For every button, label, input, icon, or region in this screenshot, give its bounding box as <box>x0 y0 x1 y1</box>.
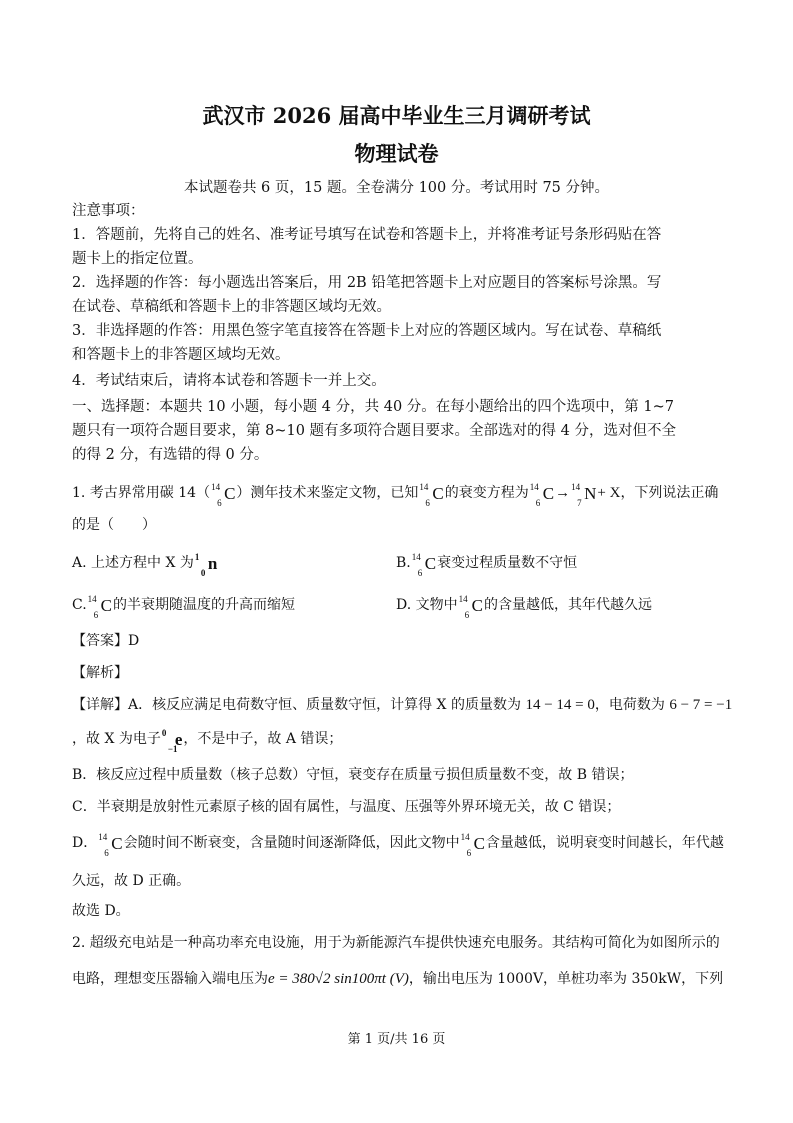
answer-label: 【答案】D <box>72 633 140 649</box>
question-2-line-2: 电路，理想变压器输入端电压为e = 380√2 sin100πt (V)，输出电压为 1000V，单桩功率为 350kW，下列 <box>72 971 724 987</box>
option-b: B. 14 6 C衰变过程质量数不守恒 <box>396 552 578 578</box>
notice-item-1-line-1: 1．答题前，先将自己的姓名、准考证号填写在试卷和答题卡上，并将准考证号条形码贴在答 <box>72 227 662 243</box>
carbon-14-nuclide: 14 6 C <box>460 832 485 858</box>
analysis-label: 【解析】 <box>72 665 128 681</box>
q1-stem-part: 1. 考古界常用碳 14（ <box>72 485 211 501</box>
notice-item-1-line-2: 题卡上的指定位置。 <box>72 251 203 267</box>
exam-info: 本试题卷共 6 页，15 题。全卷满分 100 分。考试用时 75 分钟。 <box>183 180 610 196</box>
charge-number-equation: 6 − 7 = −1 <box>669 697 733 713</box>
section-1-line-3: 的得 2 分，有选错的得 0 分。 <box>72 447 269 463</box>
option-a: A. 上述方程中 X 为 1 0 n <box>72 552 218 578</box>
section-1-line-2: 题只有一项符合题目要求，第 8~10 题有多项符合题目要求。全部选对的得 4 分，选对但不全 <box>72 423 676 439</box>
q1-stem-part: 的衰变方程为 <box>444 485 529 501</box>
subject-title: 物理试卷 <box>354 141 439 166</box>
section-1-line-1: 一、选择题：本题共 10 小题，每小题 4 分，共 40 分。在每小题给出的四个选项中，第 1~7 <box>72 399 674 415</box>
exam-title: 武汉市 2026 届高中毕业生三月调研考试 <box>202 103 591 128</box>
carbon-14-nuclide: 14 6 C <box>458 594 483 620</box>
notice-item-2-line-2: 在试卷、草稿纸和答题卡上的非答题区域均无效。 <box>72 299 391 315</box>
arrow-symbol: → <box>555 485 571 501</box>
carbon-14-nuclide: 14 6 C <box>98 832 123 858</box>
question-1-stem <box>72 482 719 508</box>
q1-stem-part: ）测年技术来鉴定文物，已知 <box>236 485 419 501</box>
detail-d-line-1: D． 14 6 C会随时间不断衰变，含量随时间逐渐降低，因此文物中 14 6 C含量越低，说明衰变时间越长，年代越 <box>72 832 724 858</box>
notice-item-4: 4．考试结束后，请将本试卷和答题卡一并上交。 <box>72 373 386 389</box>
detail-a-line-2: ，故 X 为电子 0 −1 e，不是中子，故 A 错误； <box>72 728 343 754</box>
notice-item-2-line-1: 2．选择题的作答：每小题选出答案后，用 2B 铅笔把答题卡上对应题目的答案标号涂黑。写 <box>72 275 662 291</box>
detail-a-line-1: 【详解】A．核反应满足电荷数守恒、质量数守恒，计算得 X 的质量数为 14 − 14 = 0，电荷数为 6 − 7 = −1 <box>72 697 733 713</box>
carbon-14-nuclide: 14 6 C <box>211 482 236 508</box>
nitrogen-14-nuclide: 14 7 N <box>571 482 597 508</box>
notice-item-3-line-1: 3．非选择题的作答：用黑色签字笔直接答在答题卡上对应的答题区域内。写在试卷、草稿纸 <box>72 323 662 339</box>
carbon-14-nuclide: 14 6 C <box>419 482 444 508</box>
question-2-line-1: 2. 超级充电站是一种高功率充电设施，用于为新能源汽车提供快速充电服务。其结构可简化为如图所示的 <box>72 935 720 951</box>
neutron-nuclide: 1 0 n <box>194 552 218 578</box>
voltage-equation: e = 380√2 sin100πt (V) <box>268 971 409 987</box>
q1-stem-part: ，下列说法正确 <box>620 485 719 501</box>
carbon-14-nuclide: 14 6 C <box>87 594 113 620</box>
mass-number-equation: 14 − 14 = 0 <box>525 697 595 713</box>
detail-c: C．半衰期是放射性元素原子核的固有属性，与温度、压强等外界环境无关，故 C 错误； <box>72 799 621 815</box>
carbon-14-nuclide: 14 6 C <box>411 552 437 578</box>
decay-equation: 14 6 C <box>529 482 555 508</box>
page-footer: 第 1 页/共 16 页 <box>347 1032 446 1047</box>
notice-item-3-line-2: 和答题卡上的非答题区域均无效。 <box>72 347 290 363</box>
detail-b: B．核反应过程中质量数（核子总数）守恒，衰变存在质量亏损但质量数不变，故 B 错误； <box>72 767 634 783</box>
plus-x: + X <box>597 485 621 501</box>
question-1-stem-line-2: 的是（ ） <box>72 517 156 533</box>
notice-heading: 注意事项： <box>72 203 145 219</box>
option-c: C. 14 6 C的半衰期随温度的升高而缩短 <box>72 594 296 620</box>
option-d: D. 文物中 14 6 C的含量越低，其年代越久远 <box>396 594 652 620</box>
electron-nuclide: 0 −1 e <box>161 728 183 754</box>
conclusion: 故选 D。 <box>72 903 130 919</box>
detail-d-line-2: 久远，故 D 正确。 <box>72 873 191 889</box>
